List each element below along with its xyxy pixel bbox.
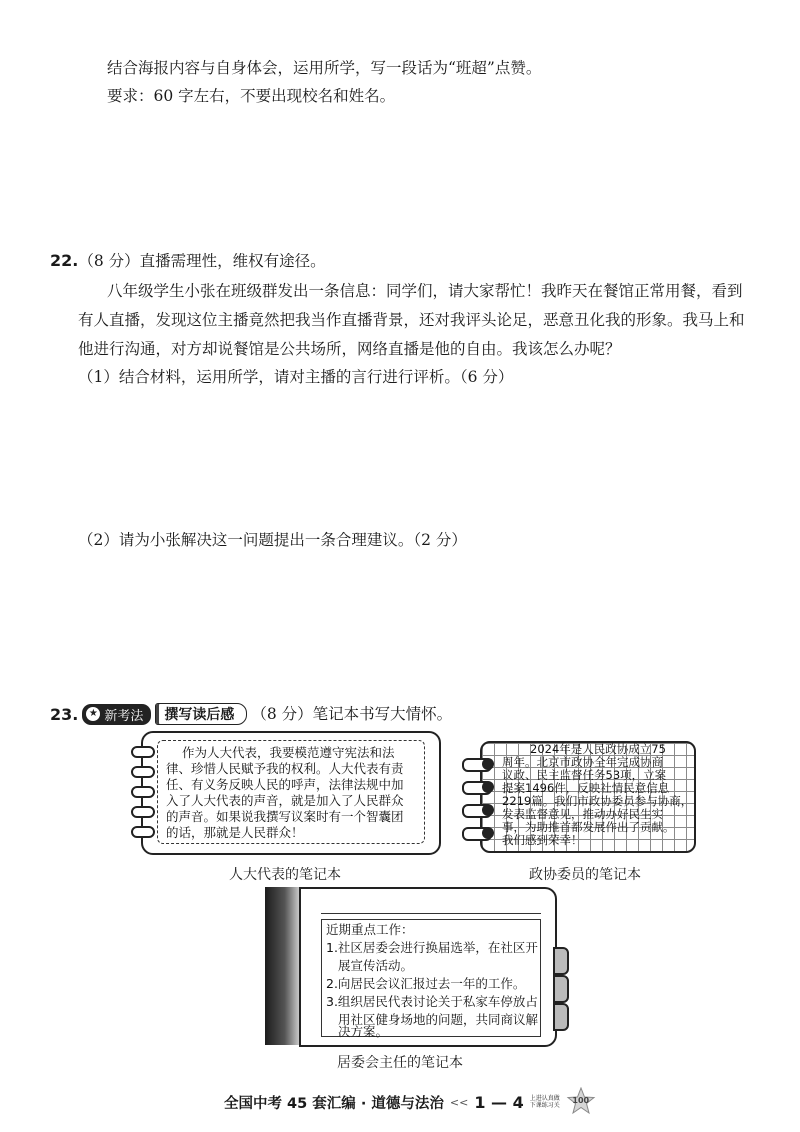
cppcc-notebook-line-8: 我们感到荣幸！ — [502, 833, 583, 847]
committee-notebook-item-3-end: 决方案。 — [338, 1024, 389, 1039]
npc-notebook-line-3: 任、有义务反映人民的呼声，法律法规中加 — [166, 777, 404, 792]
binder-hole-icon — [482, 781, 494, 793]
footer-arrows: << — [449, 1095, 469, 1109]
cppcc-notebook-line-1: 2024年是人民政协成立75 — [530, 742, 666, 756]
npc-notebook-line-2: 律、珍惜人民赋予我的权利。人大代表有责 — [166, 761, 404, 776]
committee-director-notebook — [299, 887, 557, 1047]
question-23-title: （8 分）笔记本书写大情怀。 — [251, 705, 453, 723]
new-exam-tag — [82, 704, 151, 725]
mascot-badge-number: 100 — [572, 1096, 590, 1105]
committee-notebook-item-1-cont: 展宣传活动。 — [338, 958, 414, 973]
cppcc-notebook-line-2: 周年。北京市政协全年完成协商 — [502, 755, 663, 769]
question-22-sub-2: （2）请为小张解决这一问题提出一条合理建议。（2 分） — [78, 531, 467, 549]
cppcc-notebook-line-7: 事，为助推首都发展作出了贡献。 — [502, 820, 675, 834]
notebook-content-frame — [321, 919, 541, 1037]
cppcc-notebook-line-4: 提案1496件，反映社情民意信息 — [502, 781, 670, 795]
question-23-header — [50, 703, 452, 725]
question-22-para-line-2: 有人直播，发现这位主播竟然把我当作直播背景，还对我评头论足，恶意丑化我的形象。我马上和 — [78, 311, 745, 329]
npc-notebook-line-1: 作为人大代表，我要模范遵守宪法和法 — [182, 745, 395, 760]
binder-hole-icon — [482, 758, 494, 770]
question-22-para-line-3: 他进行沟通，对方却说餐馆是公共场所，网络直播是他的自由。我该怎么办呢？ — [78, 340, 621, 358]
intro-line-1: 结合海报内容与自身体会，运用所学，写一段话为“班超”点赞。 — [107, 59, 542, 77]
npc-deputy-notebook — [141, 731, 441, 855]
question-22-para-line-1: 八年级学生小张在班级群发出一条信息：同学们，请大家帮忙！我昨天在餐馆正常用餐，看到 — [107, 282, 743, 300]
page-footer — [224, 1087, 596, 1117]
cppcc-notebook-line-5: 2219篇。我们市政协委员参与协商， — [502, 794, 693, 808]
committee-notebook-item-3-cont: 用社区健身场地的问题，共同商议解 — [338, 1012, 539, 1027]
new-exam-tag-label: 新考法 — [104, 708, 144, 724]
footer-page-number: 1 — 4 — [474, 1092, 524, 1112]
spiral-ring-icon — [131, 786, 155, 798]
npc-notebook-line-6: 的话，那就是人民群众！ — [166, 825, 304, 840]
question-22-title: （8 分）直播需理性，维权有途径。 — [78, 252, 326, 270]
question-22-header — [50, 251, 326, 271]
spiral-ring-icon — [131, 826, 155, 838]
footer-slogan-line-1: 上进认真做 — [529, 1095, 560, 1102]
npc-notebook-line-4: 入了人大代表的声音，就是加入了人民群众 — [166, 793, 404, 808]
notebook-tab-icon — [553, 947, 569, 975]
cppcc-notebook-line-3: 议政、民主监督任务53项，立案 — [502, 768, 667, 782]
npc-notebook-inner — [157, 740, 425, 844]
binder-hole-icon — [482, 804, 494, 816]
committee-notebook-item-2: 2.向居民会议汇报过去一年的工作。 — [326, 976, 526, 991]
notebook-spine — [265, 887, 301, 1045]
question-23-number: 23. — [50, 704, 79, 724]
footer-slogan-line-2: 下课练习关 — [529, 1102, 560, 1109]
npc-notebook-caption: 人大代表的笔记本 — [229, 867, 341, 883]
notebook-tab-icon — [553, 975, 569, 1003]
committee-notebook-item-1: 1.社区居委会进行换届选举，在社区开 — [326, 940, 538, 955]
cppcc-notebook-line-6: 发表监督意见，推动办好民生实 — [502, 807, 663, 821]
intro-line-2: 要求：60 字左右，不要出现校名和姓名。 — [107, 87, 396, 105]
committee-notebook-heading: 近期重点工作： — [326, 922, 414, 937]
committee-notebook-caption: 居委会主任的笔记本 — [337, 1055, 463, 1071]
spiral-ring-icon — [131, 746, 155, 758]
binder-hole-icon — [482, 827, 494, 839]
cppcc-notebook-caption: 政协委员的笔记本 — [529, 867, 641, 883]
notebook-top-rule — [321, 913, 541, 914]
npc-notebook-line-5: 的声音。如果说我撰写议案时有一个智囊团 — [166, 809, 404, 824]
footer-title: 全国中考 45 套汇编 · 道德与法治 — [224, 1095, 444, 1112]
footer-slogan — [530, 1095, 560, 1109]
spiral-ring-icon — [131, 766, 155, 778]
spiral-ring-icon — [131, 806, 155, 818]
committee-notebook-item-3: 3.组织居民代表讨论关于私家车停放占 — [326, 994, 538, 1009]
mascot-badge-icon — [566, 1087, 596, 1117]
question-22-sub-1: （1）结合材料，运用所学，请对主播的言行进行评析。（6 分） — [78, 368, 514, 386]
notebook-tab-icon — [553, 1003, 569, 1031]
star-icon: ★ — [86, 707, 100, 721]
task-tag: 撰写读后感 — [155, 703, 247, 725]
cppcc-member-notebook — [480, 741, 696, 853]
question-22-number: 22. — [50, 251, 79, 270]
